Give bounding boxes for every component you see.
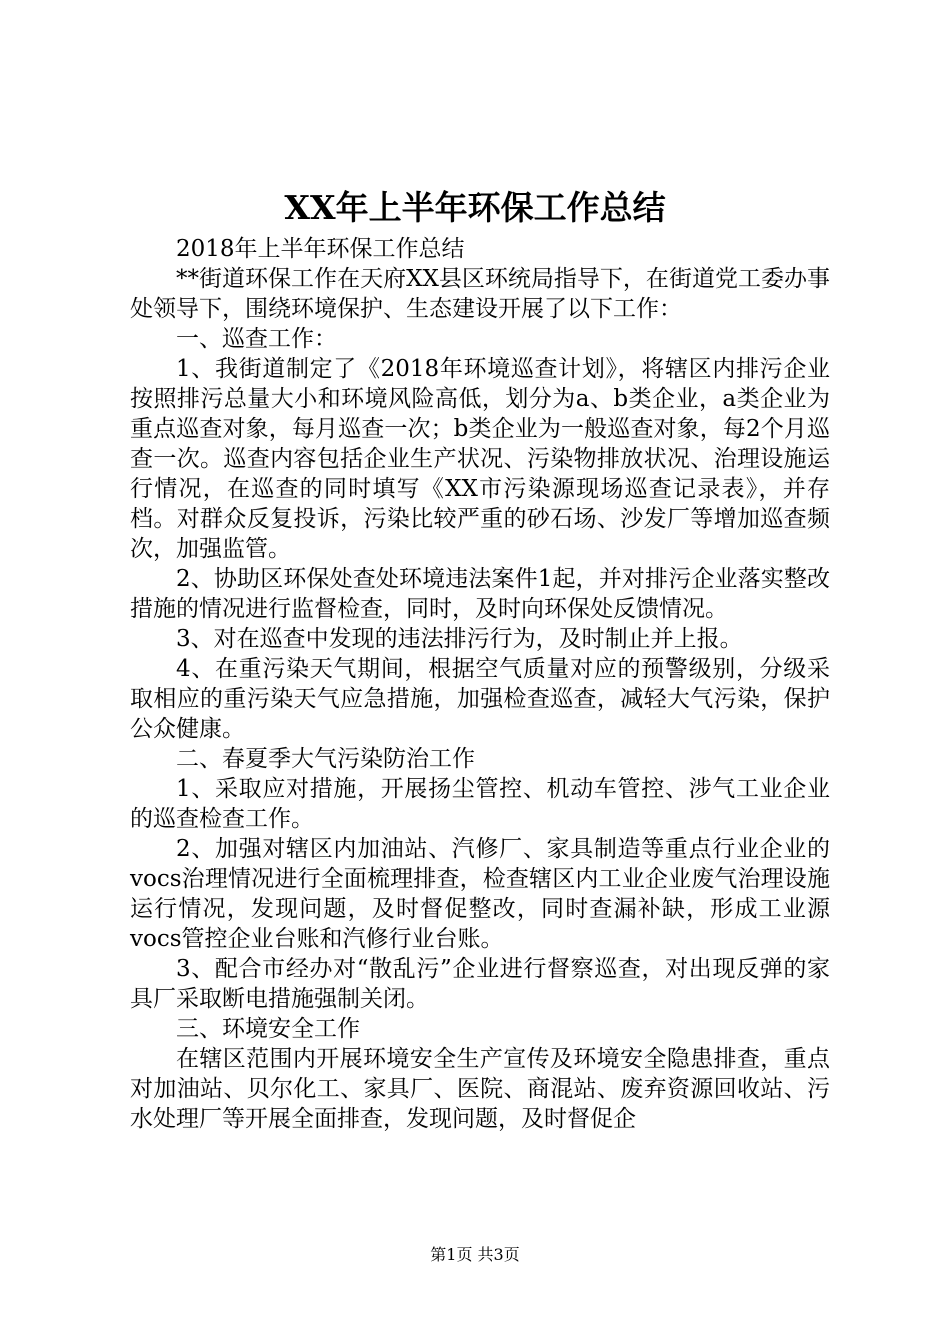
page-number-footer: 第1页 共3页 (430, 1245, 520, 1264)
section-heading-air-pollution: 二、春夏季大气污染防治工作 (176, 746, 475, 772)
paragraph-air-1: 1、采取应对措施，开展扬尘管控、机动车管控、涉气工业企业的巡查检查工作。 (130, 776, 830, 832)
paragraph-inspection-2: 2、协助区环保处查处环境违法案件1起，并对排污企业落实整改措施的情况进行监督检查，同时，及时向环保处反馈情况。 (130, 566, 830, 622)
document-body (130, 234, 830, 1134)
paragraph-inspection-3: 3、对在巡查中发现的违法排污行为，及时制止并上报。 (176, 626, 743, 652)
paragraph-inspection-4: 4、在重污染天气期间，根据空气质量对应的预警级别，分级采取相应的重污染天气应急措施，加强检查巡查，减轻大气污染，保护公众健康。 (130, 656, 830, 742)
paragraph-inspection-1: 1、我街道制定了《2018年环境巡查计划》，将辖区内排污企业按照排污总量大小和环境风险高低，划分为a、b类企业，a类企业为重点巡查对象，每月巡查一次；b类企业为一般巡查对象，每2个月巡查一次。巡查内容包括企业生产状况、污染物排放状况、治理设施运行情况，在巡查的同时填写《XX市污染源现场巡查记录表》，并存档。对群众反复投诉，污染比较严重的砂石场、沙发厂等增加巡查频次，加强监管。 (130, 356, 830, 562)
paragraph-intro: **街道环保工作在天府XX县区环统局指导下，在街道党工委办事处领导下，围绕环境保护、生态建设开展了以下工作： (130, 266, 830, 322)
section-heading-safety: 三、环境安全工作 (176, 1016, 360, 1042)
paragraph-safety-1: 在辖区范围内开展环境安全生产宣传及环境安全隐患排查，重点对加油站、贝尔化工、家具厂、医院、商混站、废弃资源回收站、污水处理厂等开展全面排查，发现问题，及时督促企 (130, 1046, 830, 1132)
section-heading-inspection: 一、巡查工作： (176, 326, 337, 352)
paragraph-air-2: 2、加强对辖区内加油站、汽修厂、家具制造等重点行业企业的vocs治理情况进行全面梳理排查，检查辖区内工业企业废气治理设施运行情况，发现问题，及时督促整改，同时查漏补缺，形成工业源vocs管控企业台账和汽修行业台账。 (130, 836, 830, 952)
paragraph-subtitle: 2018年上半年环保工作总结 (176, 236, 465, 262)
paragraph-air-3: 3、配合市经办对“散乱污”企业进行督察巡查，对出现反弹的家具厂采取断电措施强制关闭。 (130, 956, 830, 1012)
document-title: XX年上半年环保工作总结 (284, 188, 666, 227)
